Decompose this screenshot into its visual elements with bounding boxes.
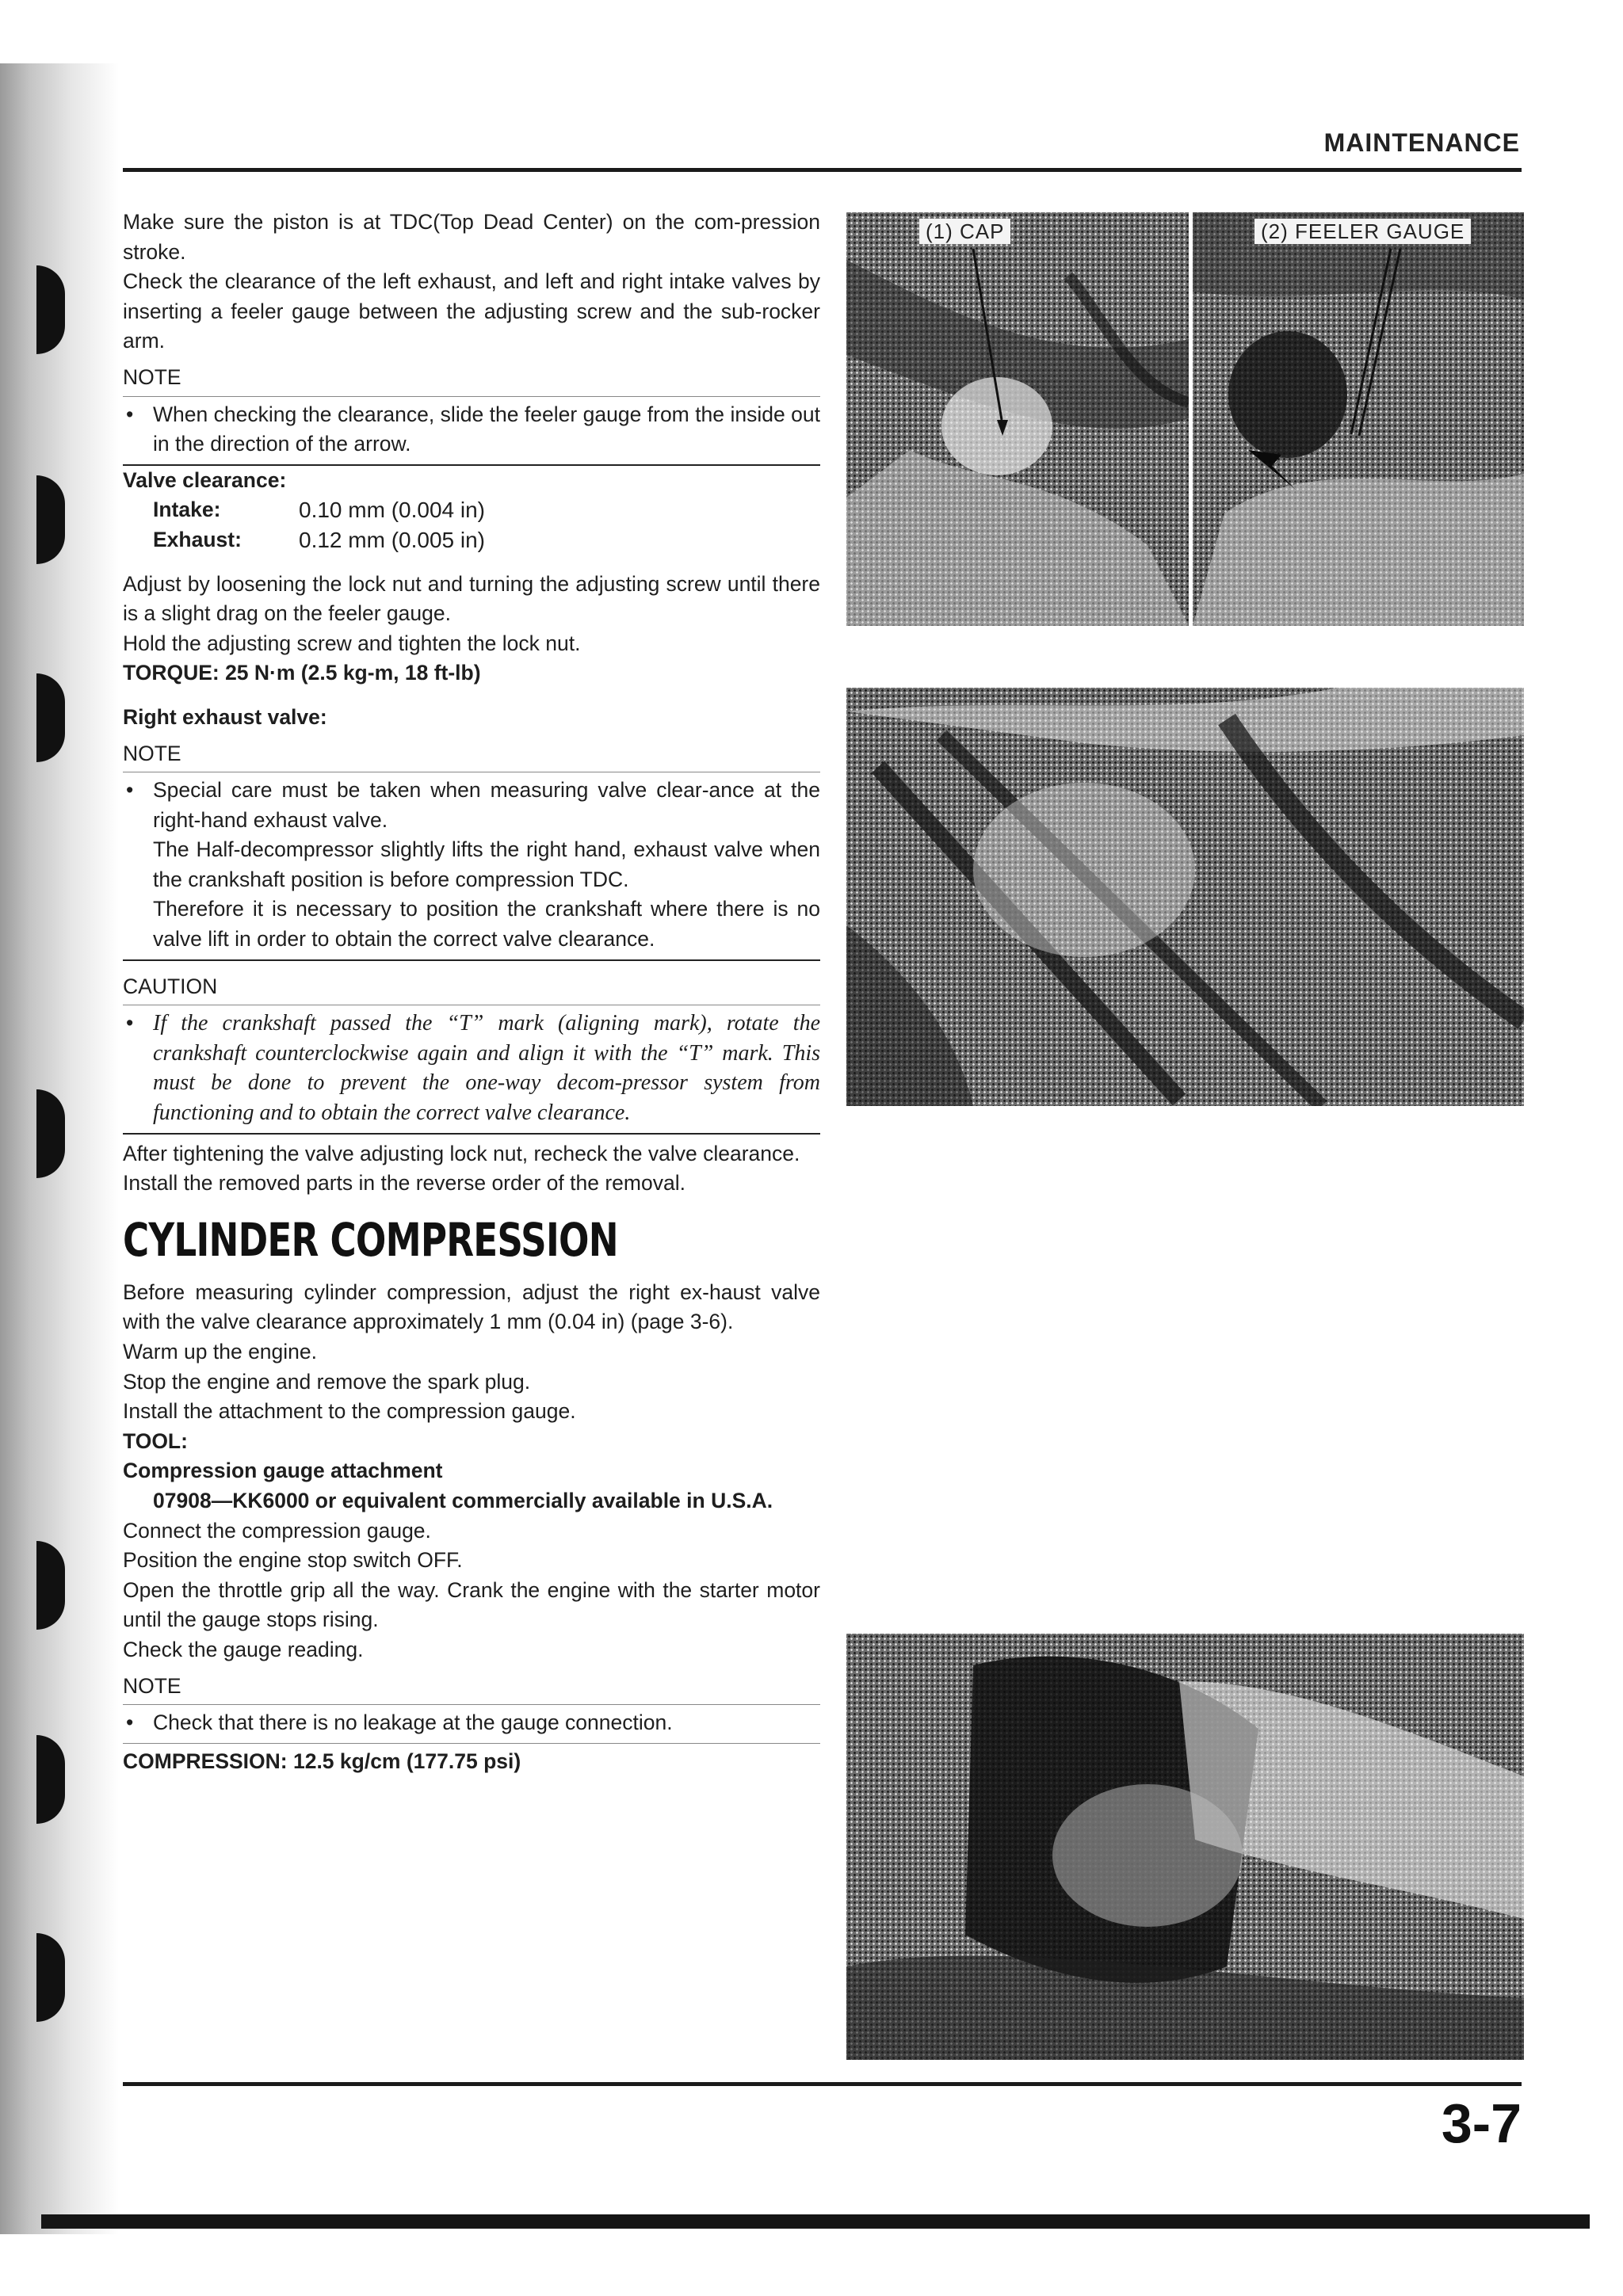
paragraph: Install the attachment to the compression gauge. [123,1399,576,1424]
right-exhaust-photo-shading [846,688,1524,1106]
paragraph: Before measuring cylinder compression, adjust the right ex-haust valve with the valve clearance approximately 1 mm (0.04 in) (page 3-6). [123,1280,820,1334]
paragraph: Check the clearance of the left exhaust, and left and right intake valves by inserting a feeler gauge between the adjusting screw and the sub-rocker arm. [123,269,820,353]
spec-row [123,495,820,525]
paragraph: Stop the engine and remove the spark plug. [123,1369,531,1394]
paragraph: Warm up the engine. [123,1340,318,1363]
note-label: NOTE [123,363,820,397]
note-text: The Half-decompressor slightly lifts the right hand, exhaust valve when the crankshaft position is before compression TDC. [153,837,820,891]
tool-label: TOOL: [123,1428,188,1453]
paragraph: After tightening the valve adjusting lock nut, recheck the valve clearance. [123,1141,800,1165]
spec-value: 0.10 mm (0.004 in) [299,498,485,523]
spec-label: Intake: [153,498,221,522]
text-column [123,208,820,1776]
tool-number: 07908—KK6000 or equivalent commercially available in U.S.A. [153,1488,773,1512]
page-number: 3-7 [1441,2092,1522,2154]
note-text: Special care must be taken when measuring valve clear-ance at the right-hand exhaust valve. [153,778,820,832]
paragraph: Connect the compression gauge. [123,1518,431,1543]
subheading: Right exhaust valve: [123,704,327,729]
feeler-gauge-photo [1193,212,1524,626]
caution-text: If the crankshaft passed the “T” mark (aligning mark), rotate the crankshaft counterclockwise again and align it with the “T” mark. This must be done to prevent the one-way decom-pressor system from functioning and to obtain the correct valve clearance. [153,1011,820,1126]
callout-cap: (1) CAP [919,219,1010,244]
feeler-gauge-photo-shading [1193,212,1524,626]
bullet-icon: • [126,1711,134,1735]
note-text: Check that there is no leakage at the gauge connection. [153,1711,673,1735]
cap-photo [846,212,1189,626]
compression-spec: COMPRESSION: 12.5 kg/cm (177.75 psi) [123,1749,521,1773]
compression-gauge-photo [846,1634,1524,2060]
paragraph: Open the throttle grip all the way. Crank the engine with the starter motor until the gauge stops rising. [123,1577,820,1632]
callout-feeler-gauge: (2) FEELER GAUGE [1254,219,1471,244]
scan-edge-bar [41,2214,1590,2229]
spec-row [123,525,820,555]
section-title: CYLINDER COMPRESSION [123,1212,618,1267]
paragraph: Install the removed parts in the reverse order of the removal. [123,1171,685,1196]
note-label: NOTE [123,739,820,773]
spec-label: Exhaust: [153,527,242,551]
right-exhaust-valve-photo [846,688,1524,1106]
paragraph: Make sure the piston is at TDC(Top Dead Center) on the com-pression stroke. [123,210,820,264]
note-label: NOTE [123,1672,820,1706]
note-text: When checking the clearance, slide the feeler gauge from the inside out in the direction of the arrow. [153,402,820,456]
spec-heading: Valve clearance: [123,467,287,492]
compression-photo-shading [846,1634,1524,2060]
note-text: Therefore it is necessary to position the crankshaft where there is no valve lift in order to obtain the correct valve clearance. [153,897,820,952]
bullet-icon: • [126,402,134,426]
section-header: MAINTENANCE [1323,128,1520,157]
bullet-icon: • [126,778,134,803]
note-item [123,1705,820,1744]
bullet-icon: • [126,1011,134,1035]
paragraph: Position the engine stop switch OFF. [123,1548,463,1573]
bottom-rule [123,2082,1522,2086]
tool-name: Compression gauge attachment [123,1459,443,1483]
caution-label: CAUTION [123,972,820,1006]
caution-item [123,1005,820,1134]
paragraph: Adjust by loosening the lock nut and turning the adjusting screw until there is a slight drag on the feeler gauge. [123,571,820,626]
note-item [123,772,820,961]
paragraph: Hold the adjusting screw and tighten the lock nut. [123,631,581,655]
torque-spec: TORQUE: 25 N·m (2.5 kg-m, 18 ft-lb) [123,661,481,685]
header-rule [123,168,1522,172]
paragraph: Check the gauge reading. [123,1637,364,1661]
spec-value: 0.12 mm (0.005 in) [299,527,485,552]
note-item [123,397,820,466]
cap-photo-shading [846,212,1189,626]
